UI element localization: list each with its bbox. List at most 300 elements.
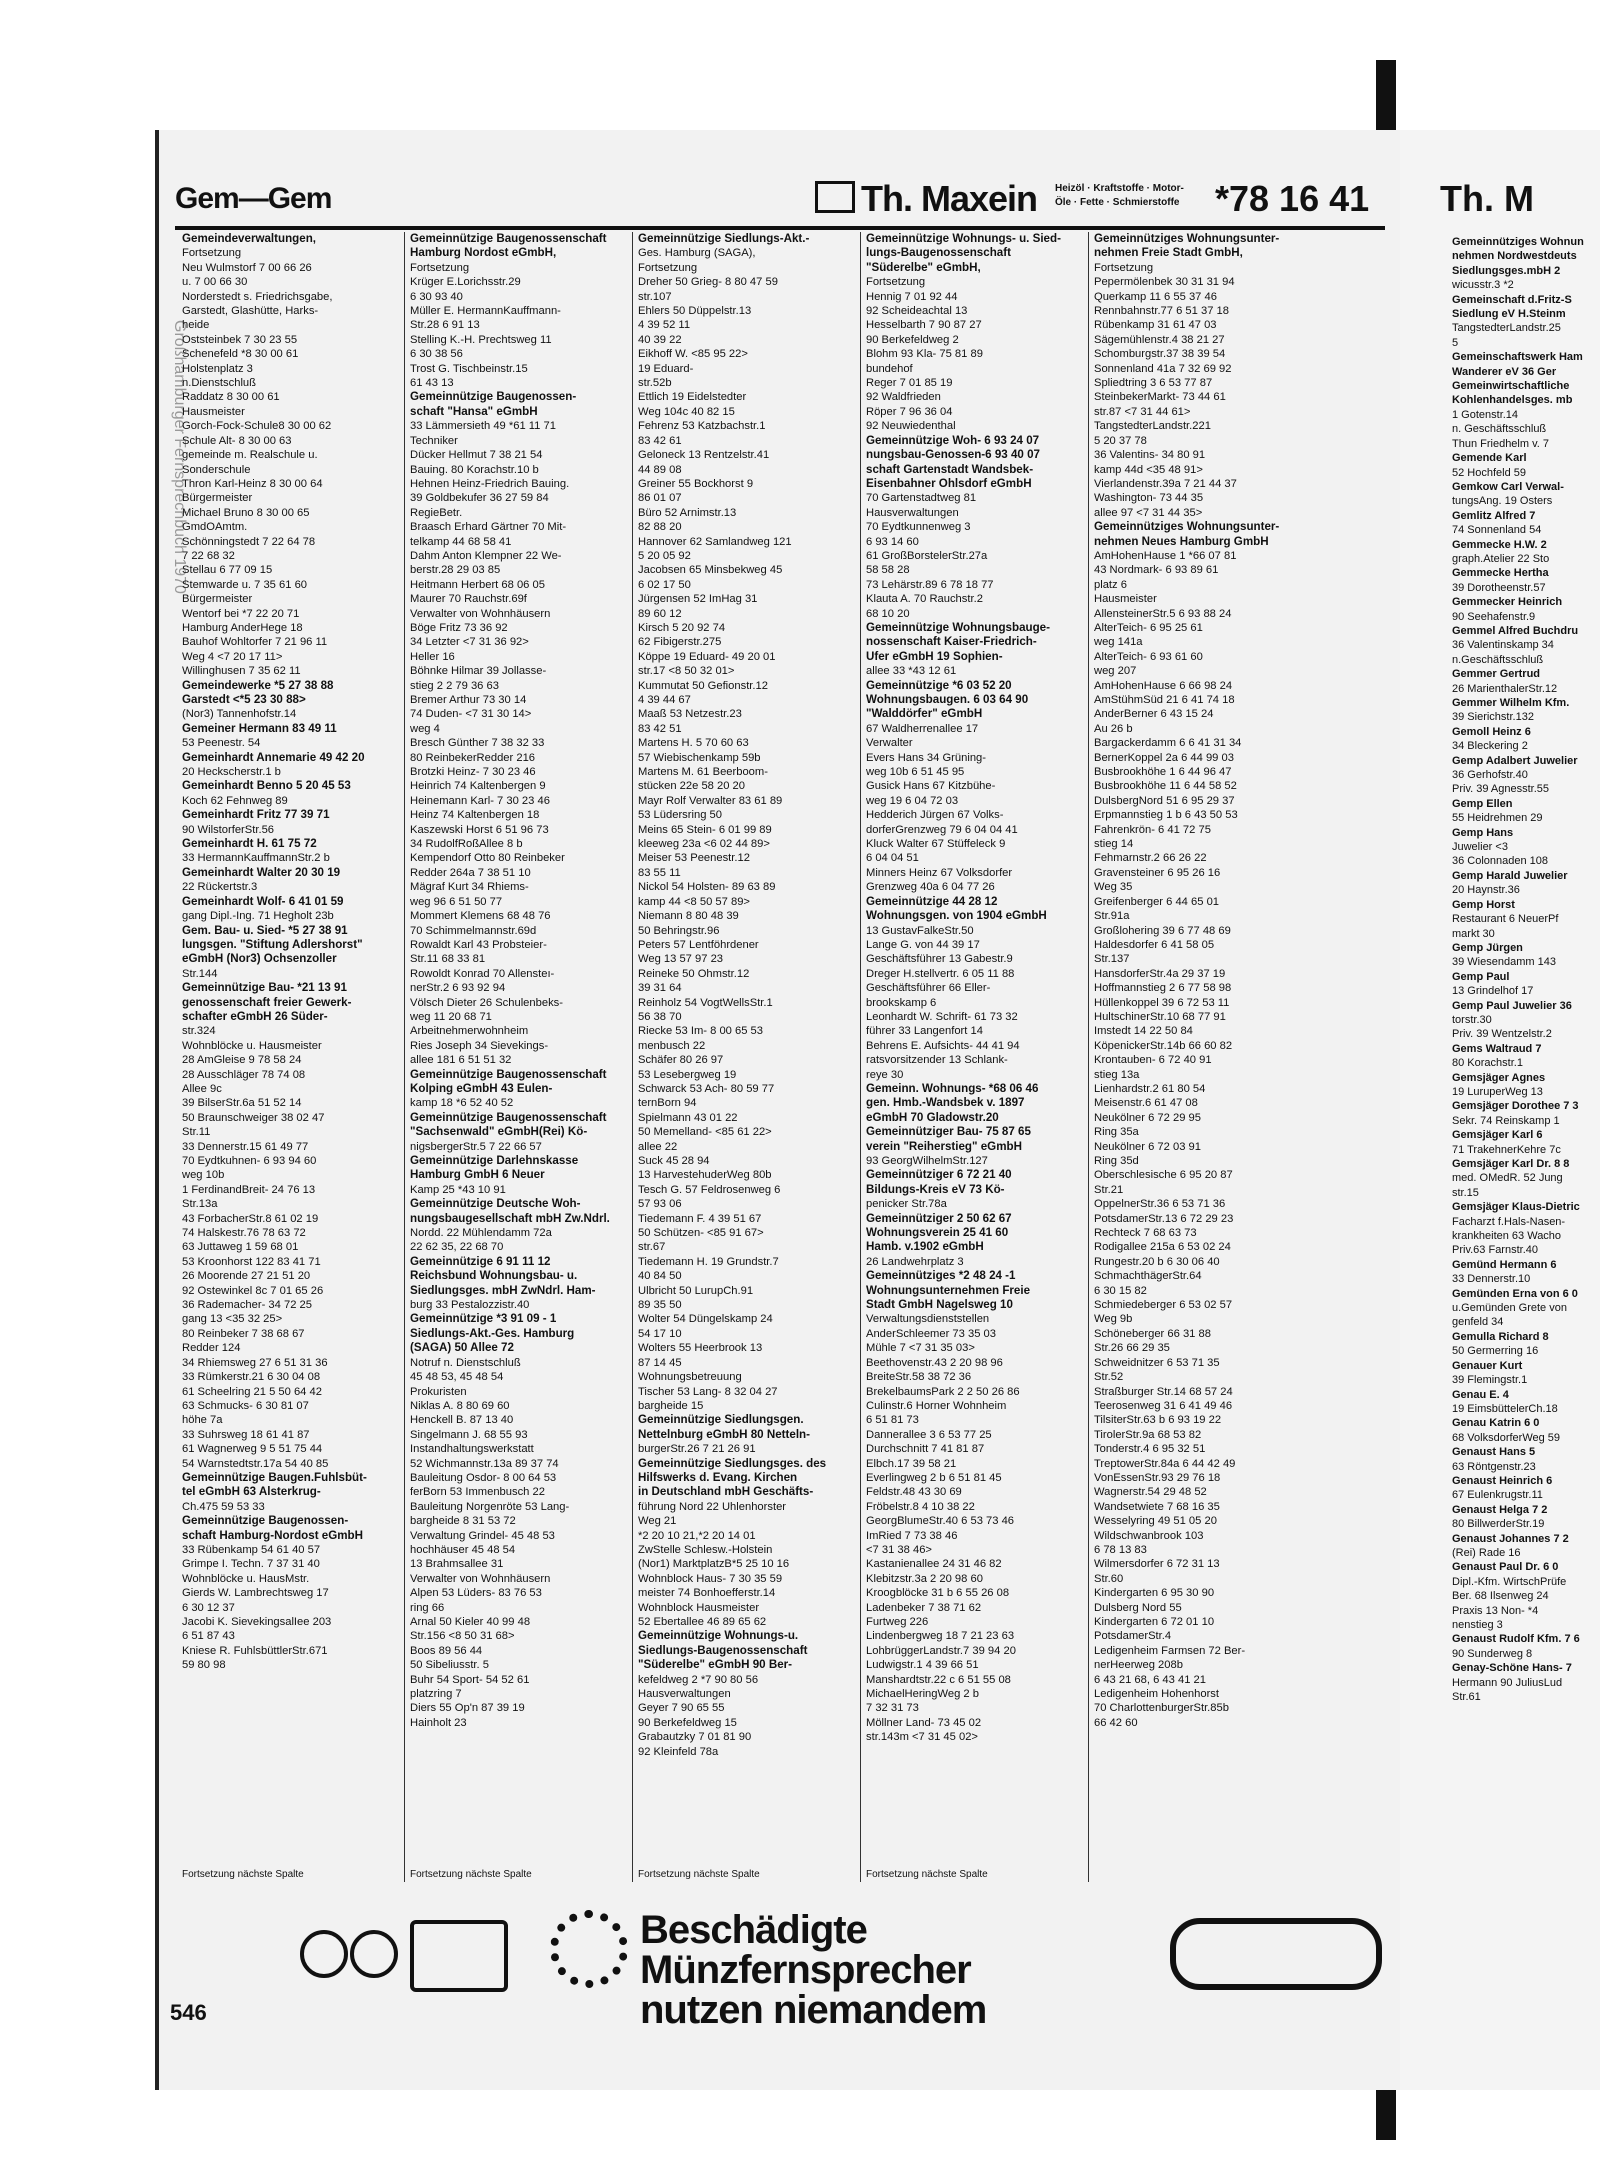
listing-line: TirolerStr.9a 68 53 82 xyxy=(1094,1428,1202,1441)
listing-line: Ledigenheim Hohenhorst xyxy=(1094,1688,1220,1701)
listing-line: Weg 13 57 97 23 xyxy=(638,953,724,966)
listing-line: 6 51 87 43 xyxy=(182,1630,235,1643)
listing-line: Holstenplatz 3 xyxy=(182,362,253,375)
listing-line: 13 Grindelhof 17 xyxy=(1452,985,1534,998)
listing-line: Wildschwanbrook 103 xyxy=(1094,1529,1204,1542)
listing-line: Böge Fritz 73 36 92 xyxy=(410,621,508,634)
listing-heading: Gemeinhardt Wolf- 6 41 01 59 xyxy=(182,894,344,908)
listing-line: 83 55 11 xyxy=(638,866,681,879)
listing-line: Str.21 xyxy=(1094,1183,1124,1196)
listing-line: Mommert Klemens 68 48 76 xyxy=(410,910,551,923)
listing-heading: Genaust Rudolf Kfm. 7 6 xyxy=(1452,1633,1580,1646)
listing-line: 6 04 04 51 xyxy=(866,852,919,865)
listing-line: HultschinerStr.10 68 77 91 xyxy=(1094,1010,1226,1023)
listing-heading: Gemeinnütziger 2 50 62 67 xyxy=(866,1211,1012,1225)
listing-line: 74 Duden- <7 31 30 14> xyxy=(410,708,532,721)
listing-line: Willinghusen 7 35 62 11 xyxy=(182,665,301,678)
listing-line: 13 GustavFalkeStr.50 xyxy=(866,924,974,937)
listing-heading: Kolping eGmbH 43 Eulen- xyxy=(410,1081,553,1095)
listing-line: Haldesdorfer 6 41 58 05 xyxy=(1094,938,1215,951)
listing-heading: Wanderer eV 36 Ger xyxy=(1452,365,1557,378)
listing-line: Großlohering 39 6 77 48 69 xyxy=(1094,924,1231,937)
listing-heading: Gems Waltraud 7 xyxy=(1452,1042,1542,1055)
listing-line: 86 01 07 xyxy=(638,492,682,505)
listing-line: Rungestr.20 b 6 30 06 40 xyxy=(1094,1255,1220,1268)
listing-line: Str.28 6 91 13 xyxy=(410,319,480,332)
telephone-handset-icon xyxy=(1170,1918,1382,1990)
listing-line: 70 Eydtkunnenweg 3 xyxy=(866,521,971,534)
listing-line: Rowoldt Konrad 70 Allensteı- xyxy=(410,967,555,980)
listing-line: Eikhoff W. <85 95 22> xyxy=(638,348,748,361)
listing-line: Klauta A. 70 Rauchstr.2 xyxy=(866,593,983,606)
listing-line: 80 ReinbekerRedder 216 xyxy=(410,751,536,764)
listing-line: str.52b xyxy=(638,377,672,390)
listing-line: Rowaldt Karl 43 Probsteier- xyxy=(410,938,547,951)
listing-line: Imstedt 14 22 50 84 xyxy=(1094,1025,1193,1038)
listing-line: 50 Behringstr.96 xyxy=(638,924,720,937)
listing-line: Priv.63 Farnstr.40 xyxy=(1452,1244,1538,1257)
listing-heading: Gemp Jürgen xyxy=(1452,941,1523,954)
listing-line: Wentorf bei *7 22 20 71 xyxy=(182,607,300,620)
listing-heading: Gemlitz Alfred 7 xyxy=(1452,509,1536,522)
listing-line: 39 BilserStr.6a 51 52 14 xyxy=(182,1097,302,1110)
listing-heading: Bildungs-Kreis eV 73 Kö- xyxy=(866,1182,1005,1196)
listing-line: Maurer 70 Rauchstr.69f xyxy=(410,593,527,606)
listing-line: Dreger H.stellvertr. 6 05 11 88 xyxy=(866,967,1015,980)
listing-line: Bauhof Wohltorfer 7 21 96 11 xyxy=(182,636,328,649)
listing-line: 55 Heidrehmen 29 xyxy=(1452,812,1543,825)
listing-line: Tesch G. 57 Feldrosenweg 6 xyxy=(638,1183,781,1196)
listing-heading: Gemeinnützige Deutsche Woh- xyxy=(410,1197,581,1211)
listing-line: Minners Heinz 67 Volksdorfer xyxy=(866,866,1013,879)
column-divider xyxy=(404,232,405,1882)
listing-line: Schäfer 80 26 97 xyxy=(638,1054,724,1067)
listing-line: Dahm Anton Klempner 22 We- xyxy=(410,549,562,562)
listing-line: Henckell B. 87 13 40 xyxy=(410,1414,514,1427)
listing-line: gemeinde m. Realschule u. xyxy=(182,449,318,462)
listing-line: Dipl.-Kfm. WirtschPrüfe xyxy=(1452,1575,1567,1588)
listing-line: Wohnblöcke u. HausMstr. xyxy=(182,1572,310,1585)
listing-line: Str.11 xyxy=(182,1126,211,1139)
listing-heading: Gemeinn. Wohnungs- *68 06 46 xyxy=(866,1081,1039,1095)
listing-line: 57 93 06 xyxy=(638,1198,682,1211)
listing-line: 6 93 14 60 xyxy=(866,535,919,548)
listing-line: 61 GroßBorstelerStr.27a xyxy=(866,549,988,562)
listing-line: weg 10b 6 51 45 95 xyxy=(866,766,965,779)
listing-line: 5 xyxy=(1452,336,1459,349)
listing-line: Busbrookhöhe 11 6 44 58 52 xyxy=(1094,780,1237,793)
listing-line: Schenefeld *8 30 00 61 xyxy=(182,348,299,361)
listing-line: (Nor1) MarktplatzB*5 25 10 16 xyxy=(638,1558,790,1571)
listing-line: weg 11 20 68 71 xyxy=(410,1010,492,1023)
listing-line: 5 20 37 78 xyxy=(1094,434,1147,447)
listing-line: kefeldweg 2 *7 90 80 56 xyxy=(638,1673,759,1686)
listing-heading: Gemeinnütziges Wohnungsunter- xyxy=(1094,232,1280,245)
listing-line: 58 58 28 xyxy=(866,564,910,577)
listing-line: Kamp 25 *43 10 91 xyxy=(410,1183,506,1196)
listing-heading: Gemeiner Hermann 83 49 11 xyxy=(182,721,337,735)
listing-line: Tonderstr.4 6 95 32 51 xyxy=(1094,1443,1206,1456)
advert-text xyxy=(640,1910,986,2030)
listing-line: str.324 xyxy=(182,1025,216,1038)
listing-line: nigsbergerStr.5 7 22 66 57 xyxy=(410,1140,542,1153)
listing-line: Str.60 xyxy=(1094,1572,1124,1585)
listing-line: penicker Str.78a xyxy=(866,1198,947,1211)
listing-line: Brotzki Heinz- 7 30 23 46 xyxy=(410,766,536,779)
listing-line: 90 WilstorferStr.56 xyxy=(182,823,275,836)
listing-line: bargheide 15 xyxy=(638,1399,704,1412)
listing-line: Evers Hans 34 Grüning- xyxy=(866,751,987,764)
listing-line: Hüllenkoppel 39 6 72 53 11 xyxy=(1094,996,1230,1009)
listing-line: burg 33 Pestalozzistr.40 xyxy=(410,1299,530,1312)
listing-heading: Gemeinhardt Fritz 77 39 71 xyxy=(182,808,330,822)
listing-line: nerHeerweg 208b xyxy=(1094,1659,1183,1672)
listing-heading: Siedlungsges.mbH 2 xyxy=(1452,264,1561,277)
listing-line: Hausmeister xyxy=(182,405,245,418)
listing-line: Wagnerstr.54 29 48 52 xyxy=(1094,1486,1207,1499)
listing-line: SchmachthägerStr.64 xyxy=(1094,1270,1202,1283)
listing-line: Michael Bruno 8 30 00 65 xyxy=(182,506,310,519)
listing-line: Mägraf Kurt 34 Rhiems- xyxy=(410,881,529,894)
listing-heading: Gemeindeverwaltungen, xyxy=(182,232,317,245)
listing-line: Ladenbeker 7 38 71 62 xyxy=(866,1601,982,1614)
listing-line: 19 EimsbüttelerCh.18 xyxy=(1452,1402,1558,1415)
listing-line: Sonderschule xyxy=(182,463,251,476)
listing-line: Ring 35a xyxy=(1094,1126,1139,1139)
listing-line: 39 Sierichstr.132 xyxy=(1452,711,1534,724)
fuel-logo-icon xyxy=(815,181,855,213)
listing-heading: Gemeinnützige Siedlungsges. des xyxy=(638,1456,827,1470)
listing-line: Str.144 xyxy=(182,967,218,980)
listing-heading: "Süderelbe" eGmbH, xyxy=(866,260,981,274)
listing-line: Weg 4 <7 20 17 11> xyxy=(182,650,283,663)
listing-line: meister 74 Bonhoefferstr.14 xyxy=(638,1587,776,1600)
listing-line: 63 Röntgenstr.23 xyxy=(1452,1460,1536,1473)
listing-line: Schmiedeberger 6 53 02 57 xyxy=(1094,1299,1233,1312)
listing-line: 80 Reinbeker 7 38 68 67 xyxy=(182,1327,305,1340)
listing-line: 93 GeorgWilhelmStr.127 xyxy=(866,1155,988,1167)
listing-line: str.107 xyxy=(638,290,672,303)
listing-line: 6 78 13 83 xyxy=(1094,1543,1147,1556)
listing-heading: Gemeinnützige Baugen.Fuhlsbüt- xyxy=(182,1470,367,1484)
listing-line: BrekelbaumsPark 2 2 50 26 86 xyxy=(866,1385,1020,1398)
listing-line: 36 Valentins- 34 80 91 xyxy=(1094,449,1206,462)
listing-heading: Genay-Schöne Hans- 7 xyxy=(1452,1662,1572,1675)
listing-heading: eGmbH 70 Gladowstr.20 xyxy=(866,1110,999,1124)
listing-heading: Gemoll Heinz 6 xyxy=(1452,725,1531,738)
listing-line: führung Nord 22 Uhlenhorster xyxy=(638,1500,787,1513)
listing-line: 36 Colonnaden 108 xyxy=(1452,855,1549,868)
listing-line: ratsvorsitzender 13 Schlank- xyxy=(866,1054,1008,1067)
listing-heading: Genau E. 4 xyxy=(1452,1388,1509,1401)
listing-line: Str.61 xyxy=(1452,1691,1481,1704)
listing-heading: Gemeinnützige *6 03 52 20 xyxy=(866,678,1012,692)
listing-line: AlterTeich- 6 93 61 60 xyxy=(1094,650,1203,663)
listing-line: str.17 <8 50 32 01> xyxy=(638,665,735,678)
listing-line: 33 Dennerstr.15 61 49 77 xyxy=(182,1140,309,1153)
listing-line: allee 22 xyxy=(638,1140,678,1153)
listing-line: Schöneberger 66 31 88 xyxy=(1094,1327,1211,1340)
listing-line: str.15 xyxy=(1452,1186,1479,1199)
listing-line: ZwStelle Schlesw.-Holstein xyxy=(638,1543,773,1556)
listing-line: SteinbekerMarkt- 73 44 61 xyxy=(1094,391,1226,404)
listing-heading: Gemeinnützige 6 91 11 12 xyxy=(410,1254,551,1268)
listing-line: Priv. 39 Wentzelstr.2 xyxy=(1452,1028,1552,1041)
listing-line: Techniker xyxy=(410,434,458,447)
listing-line: Ulbricht 50 LurupCh.91 xyxy=(638,1284,754,1297)
listing-line: 28 Ausschläger 78 74 08 xyxy=(182,1068,306,1081)
listing-heading: Gemeinnützige Siedlungs-Akt.- xyxy=(638,232,810,245)
listing-heading: Gemp Horst xyxy=(1452,898,1515,911)
listing-line: ring 66 xyxy=(410,1601,445,1614)
listing-heading: (SAGA) 50 Allee 72 xyxy=(410,1341,514,1355)
listing-line: str.143m <7 31 45 02> xyxy=(866,1731,978,1744)
listing-line: 7 22 68 32 xyxy=(182,549,235,562)
listing-line: Kummutat 50 Gefionstr.12 xyxy=(638,679,768,692)
listing-heading: Gemmer Gertrud xyxy=(1452,668,1541,681)
listing-line: brookskamp 6 xyxy=(866,996,937,1009)
listing-line: 52 Hochfeld 59 xyxy=(1452,466,1526,479)
listing-line: 1 Gotenstr.14 xyxy=(1452,408,1519,421)
listing-line: Durchschnitt 7 41 81 87 xyxy=(866,1443,985,1456)
listing-line: PotsdamerStr.13 6 72 29 23 xyxy=(1094,1212,1234,1225)
listing-line: AlterTeich- 6 95 25 61 xyxy=(1094,621,1203,634)
advert-line-3: nutzen niemandem xyxy=(640,1988,987,2032)
listing-column-5 xyxy=(1094,232,1312,1882)
listing-line: Röper 7 96 36 04 xyxy=(866,405,953,418)
listing-line: 19 LuruperWeg 13 xyxy=(1452,1085,1543,1098)
listing-line: Heinz 74 Kaltenbergen 18 xyxy=(410,809,540,822)
listing-line: Hausverwaltungen xyxy=(866,506,959,519)
listing-line: 92 Waldfrieden xyxy=(866,391,941,404)
listing-line: 33 Dennerstr.10 xyxy=(1452,1273,1531,1286)
listing-line: Schomburgstr.37 38 39 54 xyxy=(1094,348,1226,361)
listing-line: 67 Waldherrenallee 17 xyxy=(866,722,979,735)
listing-heading: Gemeinnütziger 6 72 21 40 xyxy=(866,1168,1012,1182)
listing-line: Martens M. 61 Beerboom- xyxy=(638,766,768,779)
listing-line: ferBorn 53 Immenbusch 22 xyxy=(410,1486,545,1499)
listing-line: Köppe 19 Eduard- 49 20 01 xyxy=(638,650,776,663)
listing-line: Sonnenland 41a 7 32 69 92 xyxy=(1094,362,1232,375)
listing-line: weg 4 xyxy=(410,722,440,735)
listing-line: 50 Braunschweiger 38 02 47 xyxy=(182,1111,325,1124)
listing-line: 6 30 15 82 xyxy=(1094,1284,1147,1297)
listing-line: 40 39 22 xyxy=(638,333,682,346)
listing-line: Rechteck 7 68 63 73 xyxy=(1094,1227,1197,1240)
listing-heading: Genauer Kurt xyxy=(1452,1359,1523,1372)
listing-line: dorferGrenzweg 79 6 04 04 41 xyxy=(866,823,1018,836)
listing-line: krankheiten 63 Wacho xyxy=(1452,1230,1562,1243)
listing-line: Hausmeister xyxy=(1094,593,1157,606)
listing-line: Beethovenstr.43 2 20 98 96 xyxy=(866,1356,1003,1369)
listing-line: Maaß 53 Netzestr.23 xyxy=(638,708,742,721)
listing-heading: Wohnungsbaugen. 6 03 64 90 xyxy=(866,693,1029,706)
header-brand xyxy=(815,178,1037,220)
listing-line: Weg 104c 40 82 15 xyxy=(638,405,735,418)
listing-line: TangstedterLandstr.221 xyxy=(1094,420,1211,433)
page-range: Gem—Gem xyxy=(175,182,332,215)
listing-line: bargheide 8 31 53 72 xyxy=(410,1515,516,1528)
listing-line: Heinemann Karl- 7 30 23 46 xyxy=(410,794,550,807)
listing-line: 80 BillwerderStr.19 xyxy=(1452,1518,1545,1531)
listing-heading: Gemeinhardt H. 61 75 72 xyxy=(182,837,317,851)
listing-heading: Gemeinnützige Baugenossen- xyxy=(182,1514,349,1528)
listing-line: 6 43 21 68, 6 43 41 21 xyxy=(1094,1673,1206,1686)
listing-line: kamp 44d <35 48 91> xyxy=(1094,463,1203,476)
listing-line: Straßburger Str.14 68 57 24 xyxy=(1094,1385,1233,1398)
listing-line: 53 Lüdersring 50 xyxy=(638,809,722,822)
listing-line: berstr.28 29 03 85 xyxy=(410,564,501,577)
listing-line: Fehmarnstr.2 66 26 22 xyxy=(1094,852,1207,865)
listing-line: Geloneck 13 Rentzelstr.41 xyxy=(638,449,770,462)
listing-line: platzring 7 xyxy=(410,1688,462,1701)
column-continuation-note: Fortsetzung nächste Spalte xyxy=(866,1868,988,1880)
listing-line: Buhr 54 Sport- 54 52 61 xyxy=(410,1673,530,1686)
listing-heading: Gemeinnützige Bau- *21 13 91 xyxy=(182,981,347,995)
listing-line: GmdOAmtm. xyxy=(182,521,248,534)
listing-heading: nehmen Freie Stadt GmbH, xyxy=(1094,246,1243,260)
listing-heading: Gemeinhardt Annemarie 49 42 20 xyxy=(182,750,365,764)
listing-line: 68 VolksdorferWeg 59 xyxy=(1452,1431,1561,1444)
listing-heading: Gemsjäger Agnes xyxy=(1452,1071,1546,1084)
listing-line: Stellau 6 77 09 15 xyxy=(182,564,273,577)
listing-heading: Genau Katrin 6 0 xyxy=(1452,1417,1540,1430)
listing-heading: Hamburg Nordost eGmbH, xyxy=(410,246,557,260)
listing-line: Verwaltung Grindel- 45 48 53 xyxy=(410,1529,555,1542)
advert-line-2: Münzfernsprecher xyxy=(640,1948,971,1992)
listing-line: Kastanienallee 24 31 46 82 xyxy=(866,1558,1002,1571)
listing-line: 54 17 10 xyxy=(638,1327,682,1340)
listing-heading: schaft "Hansa" eGmbH xyxy=(410,404,538,418)
listing-line: Grabautzky 7 01 81 90 xyxy=(638,1731,752,1744)
listing-heading: Siedlungsges. mbH ZwNdrl. Ham- xyxy=(410,1283,596,1297)
listing-line: Fröbelstr.8 4 10 38 22 xyxy=(866,1500,975,1513)
listing-line: 53 Lesebergweg 19 xyxy=(638,1068,737,1081)
listing-line: Spielmann 43 01 22 xyxy=(638,1111,738,1124)
listing-heading: Gemeinnützige Darlehnskasse xyxy=(410,1154,579,1167)
listing-line: KöpenickerStr.14b 66 60 82 xyxy=(1094,1039,1233,1052)
listing-line: Ring 35d xyxy=(1094,1155,1139,1167)
listing-line: Juwelier <3 xyxy=(1452,841,1508,854)
listing-line: Trost G. Tischbeinstr.15 xyxy=(410,362,528,375)
listing-heading: Gemp Paul Juwelier 36 xyxy=(1452,999,1572,1012)
listing-line: Bürgermeister xyxy=(182,492,253,505)
listing-line: 22 62 35, 22 68 70 xyxy=(410,1241,504,1254)
listing-line: Fortsetzung xyxy=(182,247,242,260)
listing-line: Praxis 13 Non- *4 xyxy=(1452,1604,1539,1617)
listing-line: 33 Lämmersieth 49 *61 11 71 xyxy=(410,420,556,433)
listing-line: 70 Schimmelmannstr.69d xyxy=(410,924,537,937)
listing-line: Wohnblock Haus- 7 30 35 59 xyxy=(638,1572,783,1585)
listing-line: Greifenberger 6 44 65 01 xyxy=(1094,895,1220,908)
tagline-line-2: Öle · Fette · Schmierstoffe xyxy=(1055,197,1180,208)
listing-line: 6 30 12 37 xyxy=(182,1601,235,1614)
listing-heading: Gemeinnütziges Wohnungsunter- xyxy=(1094,520,1280,534)
listing-line: Rodigallee 215a 6 53 02 24 xyxy=(1094,1241,1231,1254)
listing-heading: Gemeinschaft d.Fritz-S xyxy=(1452,293,1572,306)
listing-line: Büro 52 Arnimstr.13 xyxy=(638,506,737,519)
listing-line: 34 Bleckering 2 xyxy=(1452,740,1528,753)
payphone-advert xyxy=(300,1910,1380,2030)
listing-line: Fahrenkrön- 6 41 72 75 xyxy=(1094,823,1211,836)
listing-heading: Kohlenhandelsges. mb xyxy=(1452,394,1573,407)
listing-line: 6 30 93 40 xyxy=(410,290,463,303)
listing-line: 44 89 08 xyxy=(638,463,682,476)
listing-line: Reineke 50 Ohmstr.12 xyxy=(638,967,750,980)
listing-heading: Gemeinnützige Woh- 6 93 24 07 xyxy=(866,433,1040,447)
header-tagline xyxy=(1055,182,1184,210)
listing-line: 92 Neuwiedenthal xyxy=(866,420,956,433)
listing-heading: Gemeinnütziges *2 48 24 -1 xyxy=(866,1269,1016,1283)
listing-heading: Gemeinnützige Baugenossenschaft xyxy=(410,1110,607,1124)
listing-line: 26 Moorende 27 21 51 20 xyxy=(182,1270,311,1283)
listing-line: 92 Scheideachtal 13 xyxy=(866,305,968,318)
listing-heading: in Deutschland mbH Geschäfts- xyxy=(638,1485,814,1499)
listing-line: Busbrookhöhe 1 6 44 96 47 xyxy=(1094,766,1232,779)
listing-line: u. 7 00 66 30 xyxy=(182,276,248,289)
listing-line: Ber. 68 Ilsenweg 24 xyxy=(1452,1590,1549,1603)
facing-page-brand: Th. M xyxy=(1440,178,1534,219)
listing-heading: Hilfswerks d. Evang. Kirchen xyxy=(638,1470,798,1484)
listing-line: 26 Landwehrplatz 3 xyxy=(866,1255,964,1268)
listing-line: Thun Friedhelm v. 7 xyxy=(1452,437,1550,450)
listing-line: stieg 13a xyxy=(1094,1068,1140,1081)
column-divider xyxy=(860,232,861,1882)
listing-line: 34 Letzter <7 31 36 92> xyxy=(410,636,529,649)
listing-line: n.Geschäftsschluß xyxy=(1452,653,1544,666)
listing-line: Sägemühlenstr.4 38 21 27 xyxy=(1094,333,1225,346)
listing-line: Teerosenweg 31 6 41 49 46 xyxy=(1094,1399,1233,1412)
listing-line: Meins 65 Stein- 6 01 99 89 xyxy=(638,823,772,836)
listing-heading: Gemp Paul xyxy=(1452,970,1510,983)
listing-line: Weg 21 xyxy=(638,1515,677,1528)
listing-column-4 xyxy=(866,232,1084,1882)
listing-line: 54 Warnstedtstr.17a 54 40 85 xyxy=(182,1457,329,1470)
listing-line: Vierlandenstr.39a 7 21 44 37 xyxy=(1094,477,1237,490)
listing-heading: Gemkow Carl Verwal- xyxy=(1452,480,1564,493)
listing-line: 40 84 50 xyxy=(638,1270,682,1283)
listing-heading: nungsbaugesellschaft mbH Zw.Ndrl. xyxy=(410,1211,610,1225)
listing-line: Hehnen Heinz-Friedrich Bauing. xyxy=(410,477,570,490)
listing-line: Geschäftsführer 66 Eller- xyxy=(866,982,991,995)
listing-line: DulsbergNord 51 6 95 29 37 xyxy=(1094,794,1235,807)
listing-line: Str.26 66 29 35 xyxy=(1094,1342,1170,1355)
listing-line: <7 31 38 46> xyxy=(866,1543,932,1556)
listing-heading: nossenschaft Kaiser-Friedrich- xyxy=(866,635,1037,649)
listing-heading: verein "Reiherstieg" eGmbH xyxy=(866,1139,1022,1153)
listing-line: Diers 55 Op'n 87 39 19 xyxy=(410,1702,525,1715)
listing-line: allee 33 *43 12 61 xyxy=(866,665,957,678)
listing-line: Redder 124 xyxy=(182,1342,241,1355)
listing-line: 6 51 81 73 xyxy=(866,1414,919,1427)
listing-line: Dulsberg Nord 55 xyxy=(1094,1601,1182,1614)
listing-line: 36 Rademacher- 34 72 25 xyxy=(182,1299,312,1312)
listing-line: AnderBerner 6 43 15 24 xyxy=(1094,708,1214,721)
listing-line: Dücker Hellmut 7 38 21 54 xyxy=(410,449,543,462)
listing-line: 28 AmGleise 9 78 58 24 xyxy=(182,1054,302,1067)
listing-line: Oststeinbek 7 30 23 55 xyxy=(182,333,298,346)
listing-line: 90 Seehafenstr.9 xyxy=(1452,610,1536,623)
listing-line: wicusstr.3 *2 xyxy=(1452,279,1514,292)
listing-line: Hoffmannstieg 2 6 77 58 98 xyxy=(1094,982,1232,995)
listing-line: Kindergarten 6 72 01 10 xyxy=(1094,1616,1215,1628)
listing-heading: Gemp Ellen xyxy=(1452,797,1513,810)
listing-line: TreptowerStr.84a 6 44 42 49 xyxy=(1094,1457,1236,1470)
listing-line: Grimpe I. Techn. 7 37 31 40 xyxy=(182,1558,320,1571)
page-header xyxy=(175,178,1385,230)
listing-line: Wilmersdorfer 6 72 31 13 xyxy=(1094,1558,1220,1571)
listing-line: 74 Sonnenland 54 xyxy=(1452,524,1542,537)
